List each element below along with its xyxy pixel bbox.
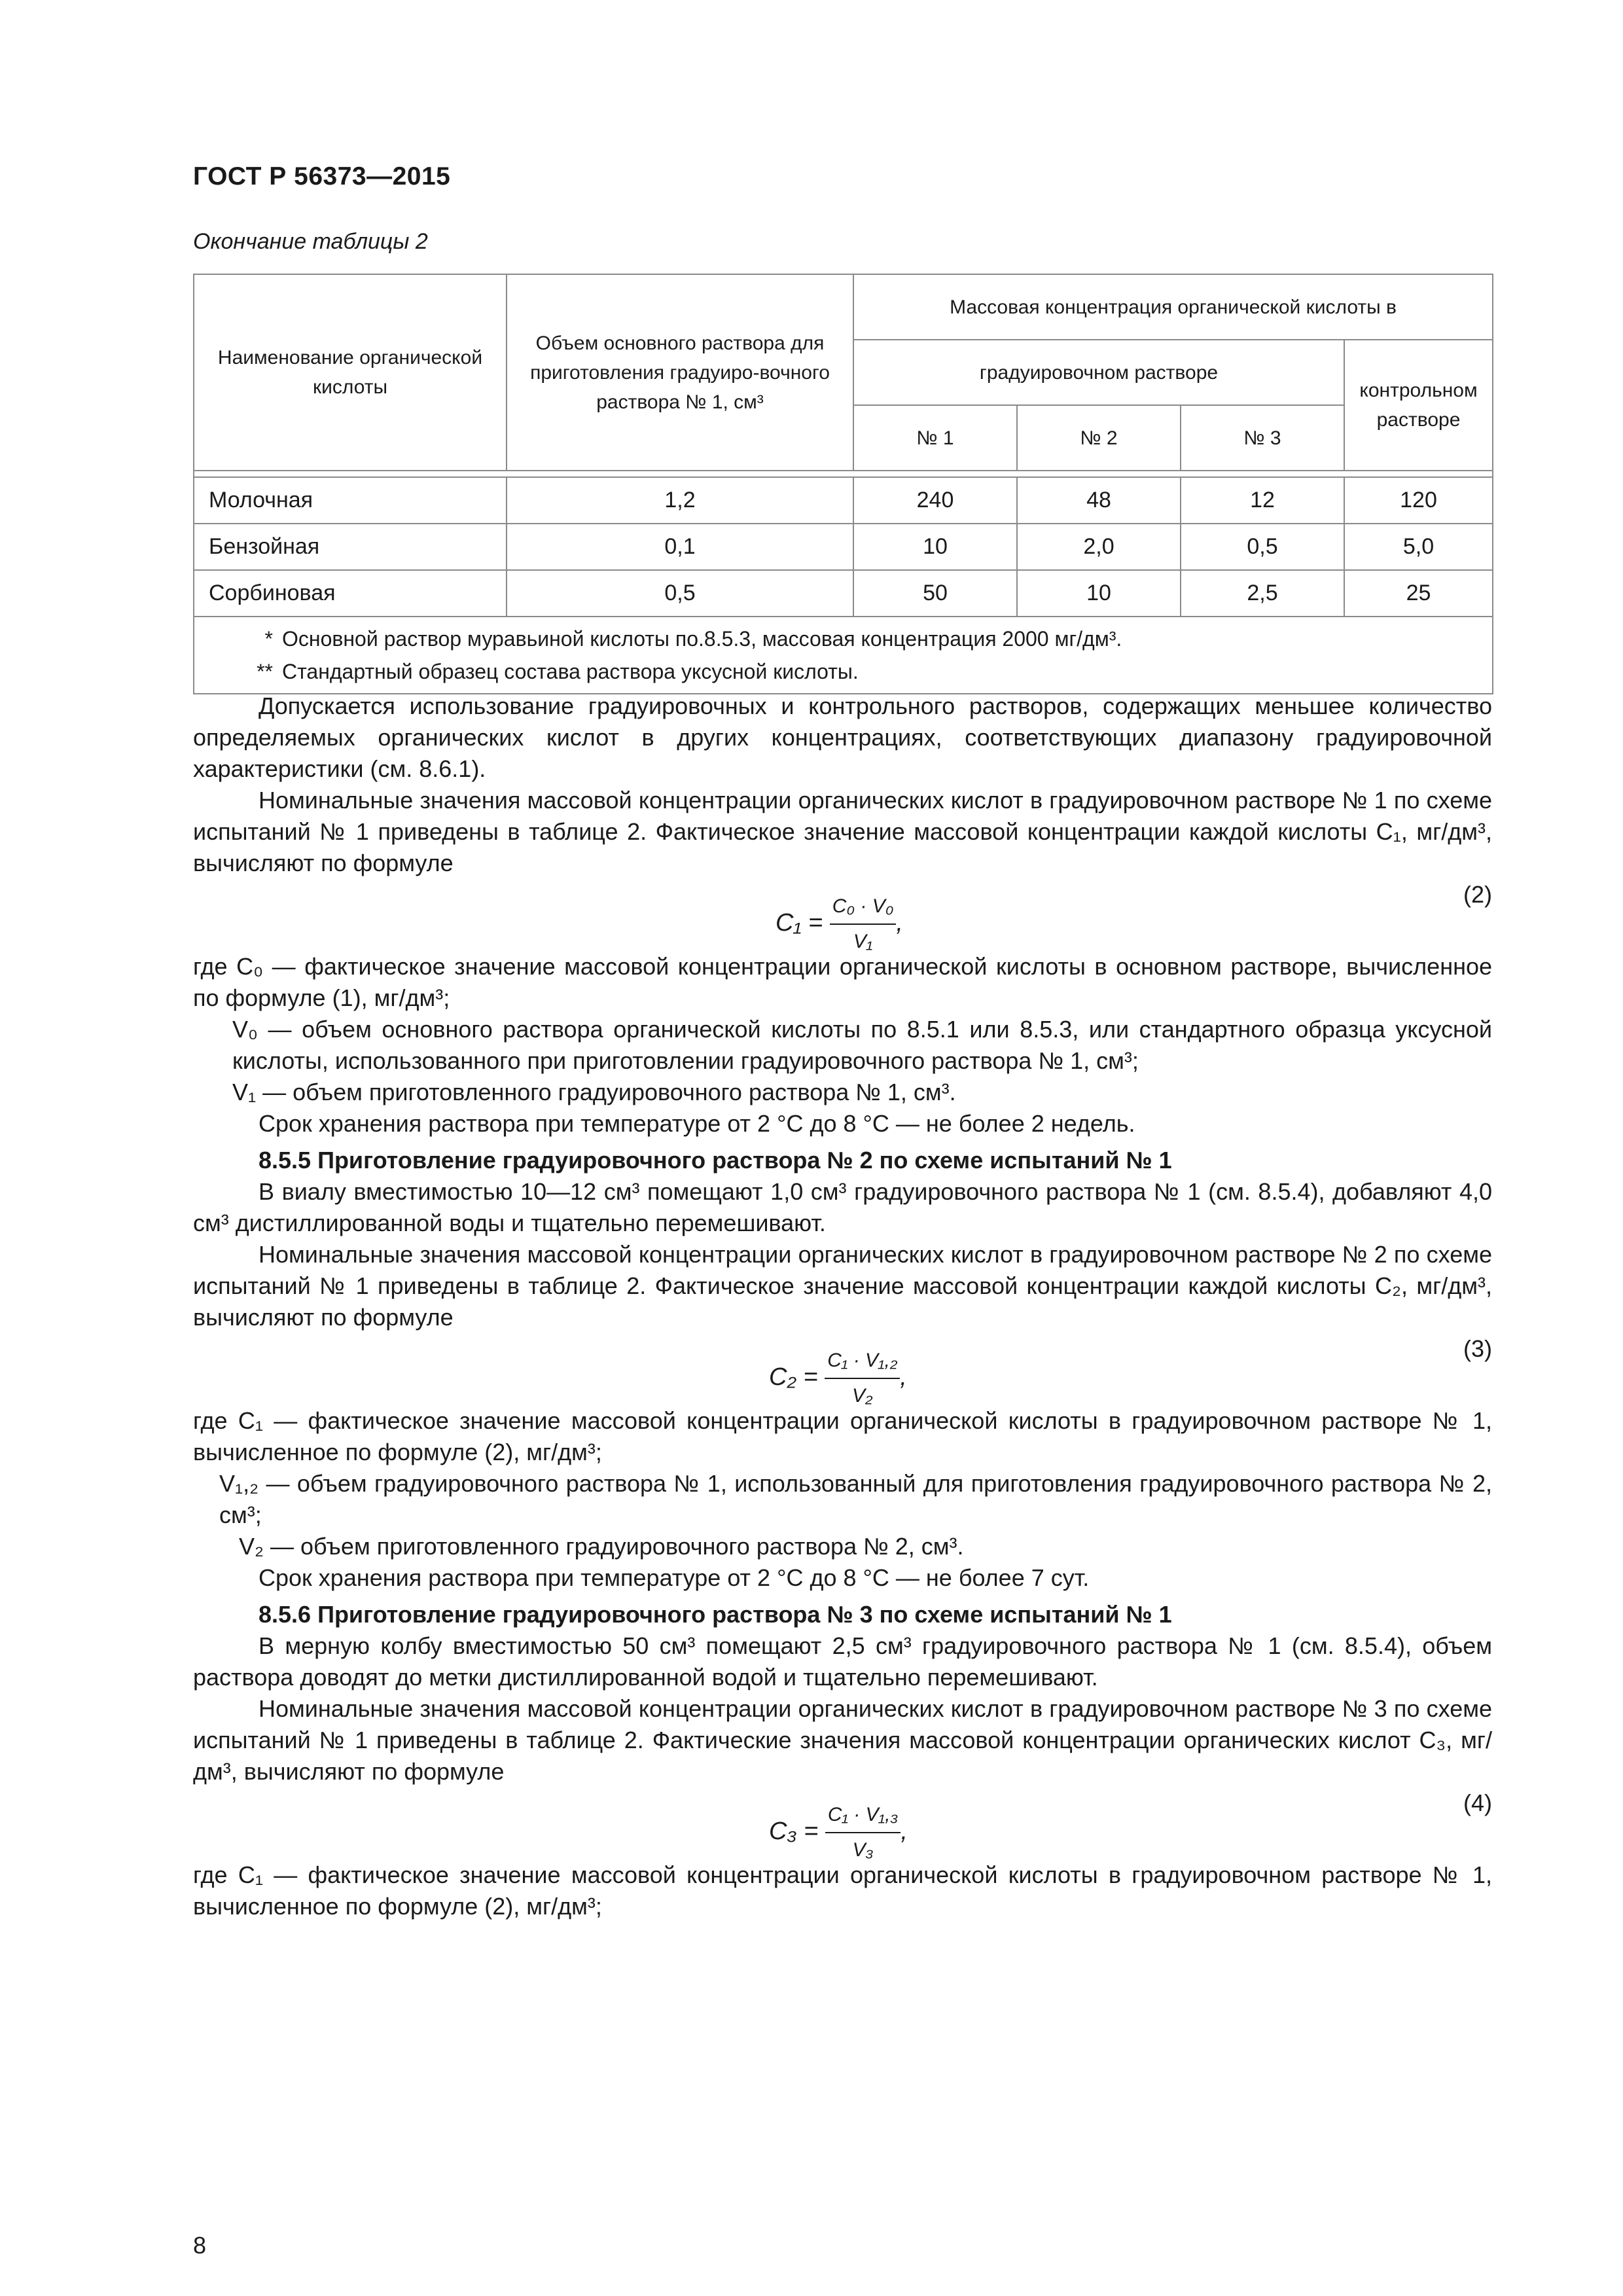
control-cell: 25 (1344, 570, 1493, 617)
formula-number: (3) (1463, 1335, 1492, 1362)
formula-numerator: C₀ · V₀ (830, 891, 897, 925)
formula-tail: , (901, 1818, 908, 1846)
formula-number: (4) (1463, 1789, 1492, 1816)
note-text: Стандартный образец состава раствора уксусной кислоты. (282, 660, 859, 683)
storage-note: Срок хранения раствора при температуре от 2 °С до 8 °С — не более 2 недель. (259, 1110, 1135, 1137)
formula-numerator: C₁ · V₁,₂ (825, 1345, 900, 1379)
formula-denominator: V₁ (853, 931, 873, 952)
note-marker: ** (257, 660, 273, 683)
note-marker: * (264, 627, 273, 651)
value-cell: 48 (1017, 477, 1181, 524)
control-cell: 5,0 (1344, 524, 1493, 570)
acid-name-cell: Сорбиновая (194, 570, 507, 617)
control-cell: 120 (1344, 477, 1493, 524)
page-number: 8 (193, 2232, 207, 2259)
storage-note: Срок хранения раствора при температуре от 2 °С до 8 °С — не более 7 сут. (259, 1564, 1090, 1591)
paragraph: Номинальные значения массовой концентрации органических кислот в градуировочном растворе № 1 по схеме испытаний № 1 приведены в таблице 2. Фактическое значение массовой концентрации каждой кислоты C₁, мг/дм³, вычисляют по формуле (193, 787, 1492, 876)
paragraph: Номинальные значения массовой концентрации органических кислот в градуировочном растворе № 3 по схеме испытаний № 1 приведены в таблице 2. Фактические значения массовой концентрации органических кислот C₃, мг/дм³, вычисляют по формуле (193, 1695, 1492, 1785)
volume-cell: 0,5 (507, 570, 853, 617)
concentration-table (193, 274, 1493, 694)
value-cell: 0,5 (1181, 524, 1344, 570)
note-text: Основной раствор муравьиной кислоты по.8.5.3, массовая концентрация 2000 мг/дм³. (282, 627, 1122, 651)
formula-4 (193, 1787, 1492, 1859)
value-cell: 2,5 (1181, 570, 1344, 617)
header-acid-name: Наименование органической кислоты (194, 274, 507, 471)
header-sub-col: № 2 (1017, 405, 1181, 471)
formula-tail: , (896, 909, 903, 937)
definition: V₂ — объем приготовленного градуировочного раствора № 2, см³. (239, 1533, 964, 1560)
header-mass-concentration: Массовая концентрация органической кислоты в (853, 274, 1493, 340)
header-sub-col: № 3 (1181, 405, 1344, 471)
value-cell: 2,0 (1017, 524, 1181, 570)
table-row (194, 524, 1493, 570)
formula-tail: , (900, 1363, 907, 1391)
section-heading-8-5-5: 8.5.5 Приготовление градуировочного раствора № 2 по схеме испытаний № 1 (259, 1147, 1172, 1174)
value-cell: 240 (853, 477, 1017, 524)
paragraph: В мерную колбу вместимостью 50 см³ помещают 2,5 см³ градуировочного раствора № 1 (см. 8.5.4), объем раствора доводят до метки дистиллированной водой и тщательно перемешивают. (193, 1632, 1492, 1691)
table-row (194, 570, 1493, 617)
table-notes (194, 617, 1493, 694)
volume-cell: 0,1 (507, 524, 853, 570)
header-control-solution: контрольном растворе (1344, 340, 1493, 471)
volume-cell: 1,2 (507, 477, 853, 524)
definition: V₁,₂ — объем градуировочного раствора № 1, использованный для приготовления градуировочного раствора № 2, см³; (219, 1470, 1492, 1528)
definition: V₀ — объем основного раствора органической кислоты по 8.5.1 или 8.5.3, или стандартного образца уксусной кислоты, использованного при приготовлении градуировочного раствора № 1, см³; (232, 1016, 1492, 1074)
standard-designation: ГОСТ Р 56373—2015 (193, 162, 451, 190)
definition: где C₀ — фактическое значение массовой концентрации органической кислоты в основном растворе, вычисленное по формуле (1), мг/дм³; (193, 953, 1492, 1011)
paragraph: Допускается использование градуировочных и контрольного растворов, содержащих меньшее количество определяемых органических кислот в других концентрациях, соответствующих диапазону градуировочной характеристики (см. 8.6.1). (193, 692, 1492, 782)
value-cell: 50 (853, 570, 1017, 617)
paragraph: В виалу вместимостью 10—12 см³ помещают 1,0 см³ градуировочного раствора № 1 (см. 8.5.4), добавляют 4,0 см³ дистиллированной воды и тщательно перемешивают. (193, 1178, 1492, 1236)
formula-fraction (830, 891, 897, 958)
table-note (240, 622, 1492, 655)
formula-denominator: V₃ (852, 1839, 874, 1861)
table-row (194, 477, 1493, 524)
formula-lhs: C₃ = (769, 1818, 819, 1846)
definition: где C₁ — фактическое значение массовой концентрации органической кислоты в градуировочном растворе № 1, вычисленное по формуле (2), мг/дм³; (193, 1861, 1492, 1920)
header-base-volume: Объем основного раствора для приготовления градуиро-вочного раствора № 1, см³ (507, 274, 853, 471)
section-heading-8-5-6: 8.5.6 Приготовление градуировочного раствора № 3 по схеме испытаний № 1 (259, 1601, 1172, 1628)
table-notes-row (194, 617, 1493, 694)
acid-name-cell: Бензойная (194, 524, 507, 570)
definition: где C₁ — фактическое значение массовой концентрации органической кислоты в градуировочном растворе № 1, вычисленное по формуле (2), мг/дм³; (193, 1407, 1492, 1465)
header-graduation-solution: градуировочном растворе (853, 340, 1344, 405)
formula-fraction (825, 1345, 900, 1412)
formula-fraction (825, 1799, 901, 1866)
formula-numerator: C₁ · V₁,₃ (825, 1799, 901, 1833)
formula-number: (2) (1463, 881, 1492, 908)
formula-lhs: C₁ = (776, 909, 823, 937)
body-text (193, 691, 1492, 1922)
paragraph: Номинальные значения массовой концентрации органических кислот в градуировочном растворе № 2 по схеме испытаний № 1 приведены в таблице 2. Фактическое значение массовой концентрации каждой кислоты C₂, мг/дм³, вычисляют по формуле (193, 1241, 1492, 1331)
table-note (240, 655, 1492, 688)
value-cell: 10 (1017, 570, 1181, 617)
formula-2 (193, 879, 1492, 951)
value-cell: 10 (853, 524, 1017, 570)
value-cell: 12 (1181, 477, 1344, 524)
definition: V₁ — объем приготовленного градуировочного раствора № 1, см³. (232, 1079, 956, 1105)
formula-denominator: V₂ (852, 1385, 873, 1407)
acid-name-cell: Молочная (194, 477, 507, 524)
formula-3 (193, 1333, 1492, 1405)
table-caption: Окончание таблицы 2 (193, 229, 428, 254)
header-sub-col: № 1 (853, 405, 1017, 471)
formula-lhs: C₂ = (769, 1363, 818, 1391)
